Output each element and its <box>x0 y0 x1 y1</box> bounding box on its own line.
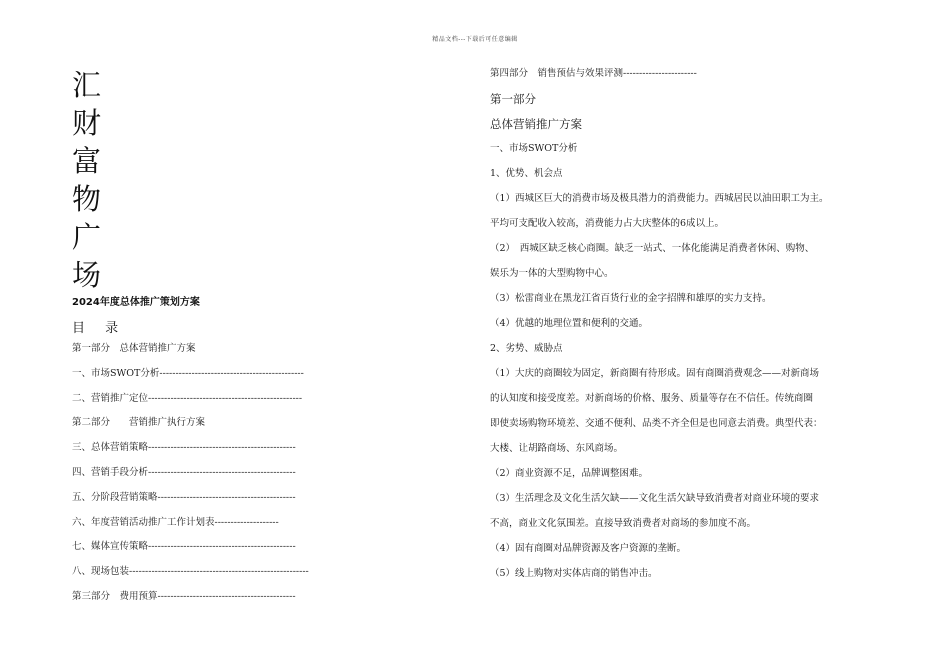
part-heading: 第一部分 <box>490 92 536 106</box>
toc-heading: 目 录 <box>72 321 127 336</box>
toc-item: 五、分阶段营销策略------------------------------------------- <box>72 491 296 503</box>
paragraph-line: 娱乐为一体的大型购物中心。 <box>490 268 614 279</box>
vertical-title <box>72 66 112 294</box>
paragraph-line: （1）西城区巨大的消费市场及极具潜力的消费能力。西城居民以油田职工为主。 <box>490 193 829 204</box>
paragraph-line: （2） 西城区缺乏核心商圈。缺乏一站式、一体化能满足消费者休闲、购物、 <box>490 243 815 254</box>
title-char: 汇 <box>72 68 102 102</box>
title-char: 富 <box>72 144 102 178</box>
toc-item: 一、市场SWOT分析--------------------------------------------- <box>72 367 304 379</box>
paragraph-line: （4）固有商圈对品牌资源及客户资源的垄断。 <box>490 543 687 554</box>
title-char: 财 <box>72 106 102 140</box>
title-char: 物 <box>72 182 102 216</box>
toc-item: 三、总体营销策略---------------------------------------------- <box>72 442 296 454</box>
toc-item: 八、现场包装-------------------------------------------------------- <box>72 566 309 578</box>
paragraph-line: （3）生活理念及文化生活欠缺——文化生活欠缺导致消费者对商业环境的要求 <box>490 493 820 504</box>
toc-item: 第三部分 费用预算------------------------------------------- <box>72 590 296 602</box>
header-note: 精品文档---下载后可任意编辑 <box>432 36 518 43</box>
plan-title: 2024年度总体推广策划方案 <box>72 297 200 308</box>
subsection-heading: 1、优势、机会点 <box>490 168 563 179</box>
title-char: 场 <box>72 258 102 292</box>
table-of-contents <box>72 341 412 614</box>
paragraph-line: （4）优越的地理位置和便利的交通。 <box>490 318 649 329</box>
section-heading: 一、市场SWOT分析 <box>490 143 578 154</box>
toc-item: 第二部分 营销推广执行方案 <box>72 417 206 429</box>
part-subheading: 总体营销推广方案 <box>490 117 582 131</box>
paragraph-line: （2）商业资源不足，品牌调整困难。 <box>490 468 649 479</box>
paragraph-line: 平均可支配收入较高，消费能力占大庆整体的6成以上。 <box>490 218 725 229</box>
paragraph-line: （5）线上购物对实体店商的销售冲击。 <box>490 568 658 579</box>
paragraph-line: 大楼、让胡路商场、东风商场。 <box>490 443 624 454</box>
subsection-heading: 2、劣势、威胁点 <box>490 343 563 354</box>
title-char: 广 <box>72 220 102 254</box>
section-heading: 第四部分 销售预估与效果评测----------------------- <box>490 68 697 79</box>
paragraph-line: 即使卖场购物环境差、交通不便利、品类不齐全但是也同意去消费。典型代表： <box>490 418 823 429</box>
toc-item: 四、营销手段分析---------------------------------------------- <box>72 466 296 478</box>
paragraph-line: 的认知度和接受度差。对新商场的价格、服务、质量等存在不信任。传统商圈 <box>490 393 814 404</box>
toc-item: 第一部分 总体营销推广方案 <box>72 343 196 354</box>
toc-item: 七、媒体宣传策略---------------------------------------------- <box>72 541 296 553</box>
paragraph-line: （3）松雷商业在黑龙江省百货行业的金字招牌和雄厚的实力支持。 <box>490 293 772 304</box>
right-column-text <box>490 66 900 591</box>
paragraph-line: 不高，商业文化氛围差。直接导致消费者对商场的参加度不高。 <box>490 518 757 529</box>
toc-item: 六、年度营销活动推广工作计划表-------------------- <box>72 516 279 528</box>
toc-item: 二、营销推广定位------------------------------------------------ <box>72 392 303 404</box>
paragraph-line: （1）大庆的商圈较为固定，新商圈有待形成。固有商圈消费观念——对新商场 <box>490 368 820 379</box>
